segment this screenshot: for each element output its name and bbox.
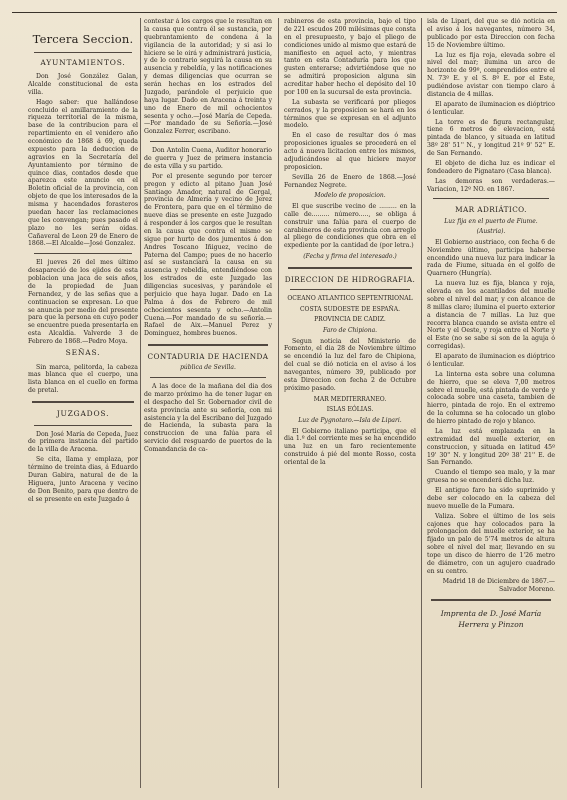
paragraph: La luz es fija roja, elevada sobre el nivel del mar; ilumina un arco de horizonte de 99º, comprendidos entre el N. 73º E. y el S. 8º E. por el Este, pudiéndose avistar con tiempo claro á distancia de 4 millas. xyxy=(427,51,555,98)
divider xyxy=(433,198,549,199)
paragraph: Sevilla 26 de Enero de 1868.—José Fernandez Negrete. xyxy=(284,173,416,189)
divider xyxy=(150,141,266,142)
paragraph: El que suscribe vecino de ......... en la calle de......... número....., se obliga á construir una falúa para el cuerpo de carabineros de esta provincia con arreglo al pliego de condiciones que obra en el expediente por la cantidad de (por letra.) xyxy=(284,202,416,250)
paragraph: El objeto de dicha luz es indicar el fondeadero de Pignataro (Casa blanca). xyxy=(427,159,555,175)
light-heading: Luz fija en el puerto de Fiume. xyxy=(444,217,538,225)
divider xyxy=(34,253,132,254)
column-3 xyxy=(284,18,416,792)
section-title: Tercera Seccion. xyxy=(32,32,134,46)
column-4 xyxy=(427,18,555,792)
paragraph: Por el presente segundo por tercer pregon y edicto al pitano Juan José Santiago Amador, natural de Gergal, provincia de Almería y vecino de Jerez de Frontera, para que en el término de nueve dias se presente en este Juzgado á responder á los cargos que le resultan en la causa que contra el mismo se sigue por hurto de dos jumentos á don Andres Toscano Iñiguez, vecino de Paterna del Campo; pues de no hacerlo así se sustanciará la causa en su ausencia y rebeldía, entendiéndose con los estrados de este Juzgado las diligencias sucesivas, y parándole el perjuicio que haya lugar. Dado en La Palma á dos de Febrero de mil ochocientos sesenta y ocho.—Antolin Cuena.—Por mandado de su señoría.—Rafael de Aix.—Manuel Perez y Dominguez, hombres buenos. xyxy=(144,172,272,338)
paragraph: La luz está emplazada en la extremidad del muelle exterior, en construccion, y situada en latitud 45º 19' 30'' N. y longitud 20º 38' 21'' E. de San Fernando. xyxy=(427,427,555,467)
sea-heading: MAR MEDITERRANEO. xyxy=(313,395,387,403)
paragraph: Don Antolin Cuena, Auditor honorario de guerra y Juez de primera instancia de esta villa y su partido. xyxy=(144,147,272,170)
heading-contaduria: CONTADURIA DE HACIENDA xyxy=(147,352,269,362)
column-divider xyxy=(140,18,141,788)
light-heading: Luz de Pygnotaro.—Isla de Lipari. xyxy=(298,416,402,424)
imprint-line-1: Imprenta de D. José María xyxy=(440,609,542,619)
paragraph: En el caso de resultar dos ó mas proposiciones iguales se procederá en el acto á nueva licitacion entre los mismos, adjudicándose al que hiciere mayor proposicion. xyxy=(284,132,416,171)
paragraph: Se cita, llama y emplaza, por término de treinta dias, á Eduardo Duran Gabira, natural de de la Higuera, junto Aracena y vecino de Don Benito, para que dentro de el se presente en este Juzgado á xyxy=(28,456,138,503)
paragraph: La torre es de figura rectangular, tiene 6 metros de elevacion, está pintada de blanco, y situada en latitud 38º 28' 51'' N., y longitud 21º 9' 52'' E. de San Fernando. xyxy=(427,118,555,157)
heading-direccion: DIRECCION DE HIDROGRAFIA. xyxy=(284,274,416,284)
paragraph: Valiza. Sobre el último de los seis cajones que hay colocados para la prolongacion del muelle exterior, se ha fijado un palo de 5'74 metros de altura sobre el nivel del mar, llevando en su tope un disco de hierro de 1'26 metro de diámetro, con un agujero cuadrado en su centro. xyxy=(427,512,555,575)
signature: Madrid 18 de Diciembre de 1867.—Salvador Moreno. xyxy=(442,577,555,593)
divider xyxy=(34,425,132,426)
divider xyxy=(431,599,551,601)
top-rule xyxy=(12,12,557,13)
paragraph: La nueva luz es fija, blanca y roja, elevada en los acantilados del muelle sobre el nivel del mar, y con alcance de 8 millas claro; ilumina el puerto exterior a distancia de 7 millas. La luz que recorra blanca cuando se avista entre el Norte y el Oeste, y roja entre el Norte y el Este (no se sabe si son de la aguja ó corregidas). xyxy=(427,280,555,351)
paragraph: A las doce de la mañana del dia dos de marzo próximo ha de tener lugar en el despacho del Sr. Gobernador civil de esta provincia ante su señoría, con mi asistencia y la del Escribano del Juzgado de Hacienda, la subasta para la construccion de una falúa para el servicio del resguardo de puertos de la Comandancia de ca- xyxy=(144,383,272,453)
country-heading: (Austria). xyxy=(476,228,506,236)
paragraph: contestar á los cargos que le resultan en la causa que contra él se sustancia, por quebrantamiento de condena á la vigilancia de la autoridad; y si asi lo hiciere se le oirá y administrará justicia, y de lo contrario seguirá la causa en su ausencia y rebeldía, y las notificaciones y demas diligencias que ocurran se serán hechas en los estrados del Juzgado, parándole el perjuicio que haya lugar. Dado en Aracena á treinta y uno de Enero de mil ochocientos sesenta y ocho.—José María de Cepeda.—Por mandado de su Señoría.—José Gonzalez Ferrer, escribano. xyxy=(144,18,272,136)
imprint xyxy=(427,609,555,630)
paragraph: isla de Lipari, del que se dió noticia en el aviso á los navegantes, número 34, publicado por esta Direccion con fecha 15 de Noviembre último. xyxy=(427,18,555,49)
region-heading: OCEANO ATLANTICO SEPTENTRIONAL xyxy=(287,295,413,303)
paragraph: El antiguo faro ha sido suprimido y debe ser colocado en la cabeza del nuevo muelle de la Fumara. xyxy=(427,487,555,510)
paragraph: El Gobierno italiano participa, que el dia 1.º del corriente mes se ha encendido una luz en un faro recientemente construido á pié del monte Rosso, costa oriental de la xyxy=(284,427,416,466)
subhead-juzgados: JUZGADOS. xyxy=(56,409,110,418)
column-2 xyxy=(144,18,272,792)
divider xyxy=(288,267,412,269)
paragraph: El Gobierno austriaco, con fecha 6 de Noviembre último, participa haberse encendido una nueva luz para indicar la rada de Fiume, situada en el golfo de Quarnero (Hungría). xyxy=(427,238,555,278)
coast-heading: COSTA SUDOESTE DE ESPAÑA. xyxy=(299,305,401,313)
paragraph: La subasta se verificará por pliegos cerrados, y la proposicion se hará en los términos que se expresan en el adjunto modelo. xyxy=(284,98,416,130)
paragraph: El aparato de iluminacion es dióptrico ó lenticular. xyxy=(427,100,555,116)
divider xyxy=(290,289,410,290)
lighthouse-heading: Faro de Chipiona. xyxy=(322,326,378,334)
paragraph: Sin marca, pelitorda, la cabeza mas blanca que el cuerpo, una lista blanca en el cuello en forma de pretal. xyxy=(28,363,138,395)
paragraph: Segun noticia del Ministerio de Fomento, el dia 28 de Noviembre último se encendió la luz del faro de Chipiona, del cual se dió noticia en el aviso á los navegantes, número 39, publicado por esta Direccion con fecha 2 de Octubre próximo pasado. xyxy=(284,337,416,392)
paragraph: Cuando el tiempo sea malo, y la mar gruesa no se encenderá dicha luz. xyxy=(427,469,555,485)
modelo-heading: Modelo de proposicion. xyxy=(314,192,386,200)
divider xyxy=(148,344,268,346)
paragraph: Las demoras son verdaderas.—Variacion, 12º NO. en 1867. xyxy=(427,177,555,193)
divider xyxy=(32,401,134,403)
subhead-senas: SEÑAS. xyxy=(65,347,101,357)
column-divider xyxy=(421,18,422,788)
heading-adriatico: MAR ADRIÁTICO. xyxy=(455,205,527,215)
subheading-contaduria: pública de Sevilla. xyxy=(180,364,236,372)
divider xyxy=(150,377,266,378)
divider xyxy=(34,52,132,53)
province-heading: PROVINCIA DE CADIZ. xyxy=(314,316,386,324)
column-divider xyxy=(278,18,279,788)
paragraph: La linterna esta sobre una columna de hierro, que se eleva 7,00 metros sobre el muelle, está pintada de verde y colocada sobre una caseta, tambien de hierro, pintada de rojo. En el extremo de la columna se ha colocado un globo de hierro pintado de rojo y blanco. xyxy=(427,370,555,426)
islands-heading: ISLAS EÓLIAS. xyxy=(326,406,374,414)
paragraph: El jueves 26 del mes último desapareció de los ejidos de esta poblacion una jaca de seis años, de la propiedad de Juan Fernandez, y de las señas que a continuacion se expresan. Lo que se anuncia por medio del presente para que la persona en cuyo poder se encuentre pueda presentarla en esta Alcaldía. Valverde 3 de Febrero de 1868.—Pedro Moya. xyxy=(28,259,138,346)
signature-line: (Fecha y firma del interesado.) xyxy=(303,253,397,261)
paragraph: Hago saber: que hallándose concluido el amillaramiento de la riqueza territorial de la misma, base de la contribucion para el repartimiento en el venidero año económico de 1868 á 69, queda expuesto para la deduccion de agravios en la Secretaría del Ayuntamiento por término de quince dias, contados desde que aparezca este anuncio en el Boletin oficial de la provincia, con objeto de que los interesados de la misma y hacendados forasteros puedan hacer las reclamaciones que les convengan; pues pasado el plazo no les serán oidas. Cañaveral de Leon 29 de Enero de 1868.—El Alcalde—José Gonzalez. xyxy=(28,98,138,248)
paragraph: El aparato de iluminacion es dióptrico ó lenticular. xyxy=(427,353,555,368)
paragraph: Don José González Galan, Alcalde constitucional de esta villa. xyxy=(28,73,138,96)
paragraph: Don José María de Cepeda, Juez de primera instancia del partido de la villa de Aracena. xyxy=(28,430,138,454)
subhead-ayuntamientos: AYUNTAMIENTOS. xyxy=(40,57,126,67)
imprint-line-2: Herrera y Pinzon xyxy=(458,619,524,629)
paragraph: rabineros de esta provincia, bajo el tipo de 221 escudos 200 milésimas que consta en el presupuesto, y bajo el pliego de condiciones unido al mismo que estará de manifiesto en aquel acto, y mientras tanto en esta Contaduría para los que gusten enterarse; advirtiéndose que no se admitirá proposicion alguna sin acreditar haber hecho el depósito del 10 por 100 en la sucursal de esta provincia. xyxy=(284,18,416,96)
column-1 xyxy=(28,18,138,792)
